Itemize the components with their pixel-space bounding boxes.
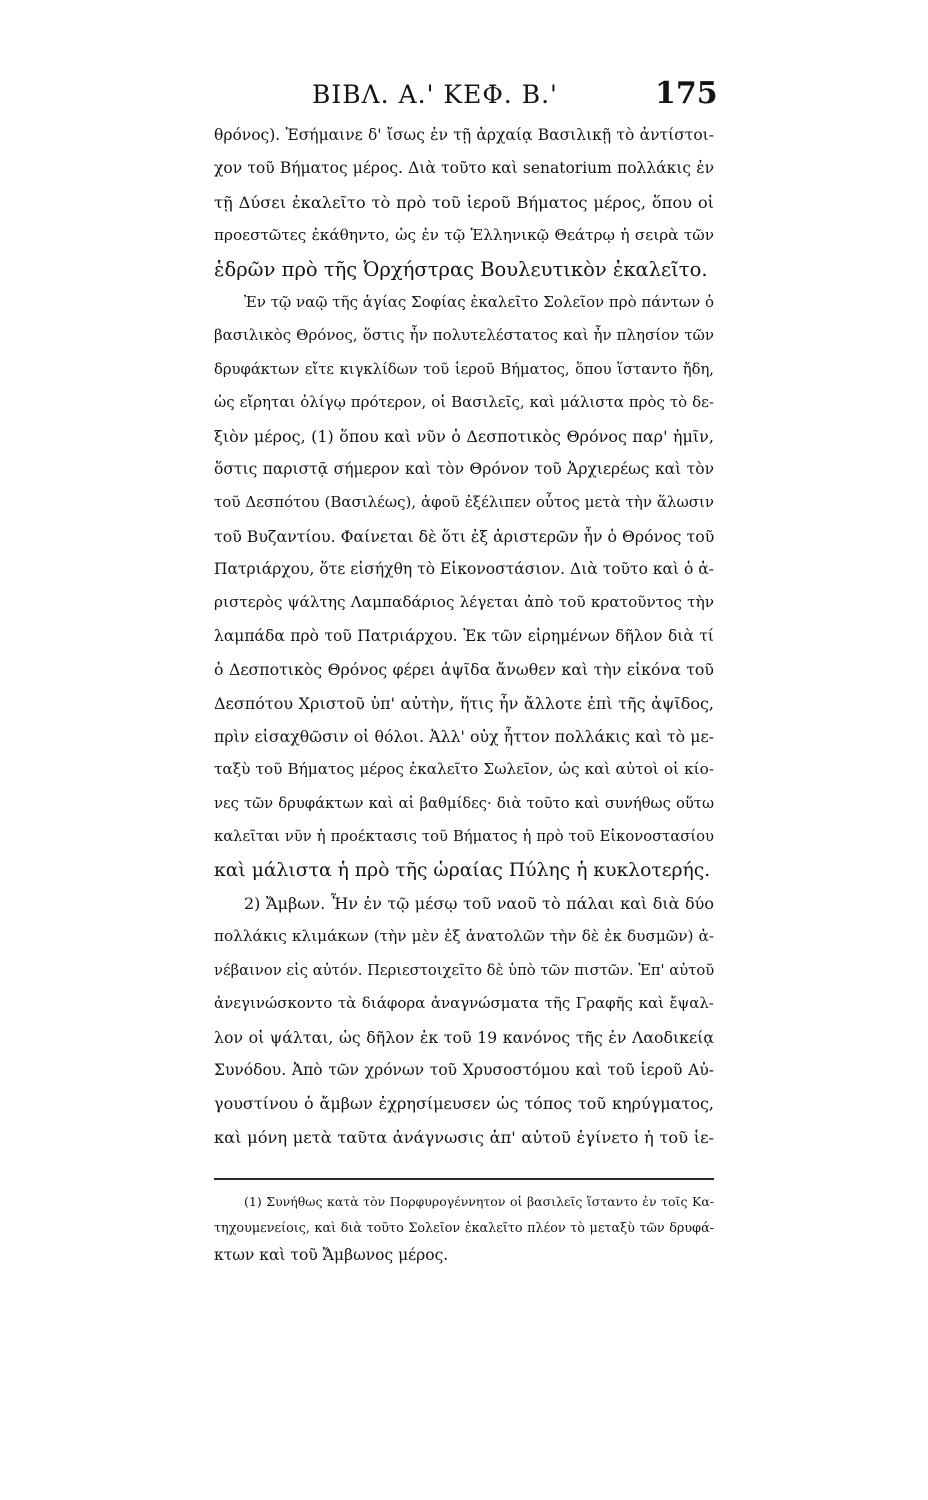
running-head: [0, 76, 928, 112]
text-line: ὁ Δεσποτικὸς Θρόνος φέρει ἀψῖδα ἄνωθεν καὶ τὴν εἰκόνα τοῦ: [214, 660, 714, 680]
text-line: ριστερὸς ψάλτης Λαμπαδάριος λέγεται ἀπὸ τοῦ κρατοῦντος τὴν: [214, 593, 714, 612]
text-line: λον οἱ ψάλται, ὡς δῆλον ἐκ τοῦ 19 κανόνος τῆς ἐν Λαοδικείᾳ: [214, 1027, 714, 1047]
running-title: ΒΙΒΛ. Α.' ΚΕΦ. Β.': [312, 80, 558, 109]
footnote-line: κτων καὶ τοῦ Ἄμβωνος μέρος.: [214, 1246, 449, 1264]
text-line: λαμπάδα πρὸ τοῦ Πατριάρχου. Ἐκ τῶν εἰρημένων δῆλον διὰ τί: [214, 626, 714, 645]
text-line: νες τῶν δρυφάκτων καὶ αἱ βαθμίδες· διὰ τοῦτο καὶ συνήθως οὕτω: [214, 794, 714, 812]
footnotes: [214, 1188, 714, 1269]
footnote-line: (1) Συνήθως κατὰ τὸν Πορφυρογέννητον οἱ βασιλεῖς ἵσταντο ἐν τοῖς Κα-: [244, 1194, 714, 1209]
text-line: ὡς εἴρηται ὀλίγῳ πρότερον, οἱ Βασιλεῖς, καὶ μάλιστα πρὸς τὸ δε-: [214, 393, 714, 412]
text-line: πολλάκις κλιμάκων (τὴν μὲν ἐξ ἀνατολῶν τὴν δὲ ἐκ δυσμῶν) ἀ-: [214, 927, 714, 946]
text-line: 2) Ἄμβων. Ἦν ἐν τῷ μέσῳ τοῦ ναοῦ τὸ πάλαι καὶ διὰ δύο: [244, 893, 714, 913]
text-line: ταξὺ τοῦ Βήματος μέρος ἐκαλεῖτο Σωλεῖον, ὡς καὶ αὐτοὶ οἱ κίο-: [214, 760, 714, 779]
text-line: καὶ μάλιστα ἡ πρὸ τῆς ὡραίας Πύλης ἡ κυκλοτερής.: [214, 859, 711, 881]
text-line: ξιὸν μέρος, (1) ὅπου καὶ νῦν ὁ Δεσποτικὸς Θρόνος παρ' ἡμῖν,: [214, 426, 714, 446]
text-line: Δεσπότου Χριστοῦ ὑπ' αὐτὴν, ἥτις ἦν ἄλλοτε ἐπὶ τῆς ἀψῖδος,: [214, 693, 714, 713]
text-line: Συνόδου. Ἀπὸ τῶν χρόνων τοῦ Χρυσοστόμου καὶ τοῦ ἱεροῦ Αὐ-: [214, 1060, 714, 1079]
text-line: χον τοῦ Βήματος μέρος. Διὰ τοῦτο καὶ senatorium πολλάκις ἐν: [214, 159, 714, 178]
text-line: καὶ μόνη μετὰ ταῦτα ἀνάγνωσις ἀπ' αὐτοῦ ἐγίνετο ἡ τοῦ ἱε-: [214, 1127, 714, 1147]
text-line: δρυφάκτων εἴτε κιγκλίδων τοῦ ἱεροῦ Βήματος, ὅπου ἵσταντο ἤδη,: [214, 360, 714, 378]
text-line: Ἐν τῷ ναῷ τῆς ἁγίας Σοφίας ἐκαλεῖτο Σολεῖον πρὸ πάντων ὁ: [244, 292, 714, 311]
text-line: ἀνεγινώσκοντο τὰ διάφορα ἀναγνώσματα τῆς Γραφῆς καὶ ἔψαλ-: [214, 994, 714, 1013]
text-line: τοῦ Βυζαντίου. Φαίνεται δὲ ὅτι ἐξ ἀριστερῶν ἦν ὁ Θρόνος τοῦ: [214, 526, 715, 546]
body-text: [214, 119, 714, 1154]
text-line: προεστῶτες ἐκάθηντο, ὡς ἐν τῷ Ἑλληνικῷ Θεάτρῳ ἡ σειρὰ τῶν: [214, 226, 714, 245]
text-line: Πατριάρχου, ὅτε εἰσήχθη τὸ Εἰκονοστάσιον. Διὰ τοῦτο καὶ ὁ ἀ-: [214, 560, 714, 579]
text-line: τῇ Δύσει ἐκαλεῖτο τὸ πρὸ τοῦ ἱεροῦ Βήματος μέρος, ὅπου οἱ: [214, 192, 714, 212]
text-line: πρὶν εἰσαχθῶσιν οἱ θόλοι. Ἀλλ' οὐχ ἧττον πολλάκις καὶ τὸ με-: [214, 727, 714, 747]
text-line: θρόνος). Ἐσήμαινε δ' ἴσως ἐν τῇ ἀρχαίᾳ Βασιλικῇ τὸ ἀντίστοι-: [214, 126, 714, 144]
text-line: καλεῖται νῦν ἡ προέκτασις τοῦ Βήματος ἡ πρὸ τοῦ Εἰκονοστασίου: [214, 828, 714, 846]
footnote-line: τηχουμενείοις, καὶ διὰ τοῦτο Σολεῖον ἐκαλεῖτο πλέον τὸ μεταξὺ τῶν δρυφά-: [214, 1221, 714, 1236]
footnote-rule: [214, 1178, 714, 1180]
text-line: τοῦ Δεσπότου (Βασιλέως), ἀφοῦ ἐξέλιπεν οὗτος μετὰ τὴν ἅλωσιν: [214, 493, 714, 512]
text-line: νέβαινον εἰς αὐτόν. Περιεστοιχεῖτο δὲ ὑπὸ τῶν πιστῶν. Ἐπ' αὐτοῦ: [214, 961, 715, 979]
text-line: γουστίνου ὁ ἄμβων ἐχρησίμευσεν ὡς τόπος τοῦ κηρύγματος,: [214, 1094, 714, 1114]
text-line: ὅστις παριστᾷ σήμερον καὶ τὸν Θρόνον τοῦ Ἀρχιερέως καὶ τὸν: [214, 459, 714, 478]
page-number: 175: [655, 76, 718, 111]
text-line: βασιλικὸς Θρόνος, ὅστις ἦν πολυτελέστατος καὶ ἦν πλησίον τῶν: [214, 326, 714, 345]
text-line: ἑδρῶν πρὸ τῆς Ὀρχήστρας Βουλευτικὸν ἐκαλεῖτο.: [214, 257, 708, 281]
